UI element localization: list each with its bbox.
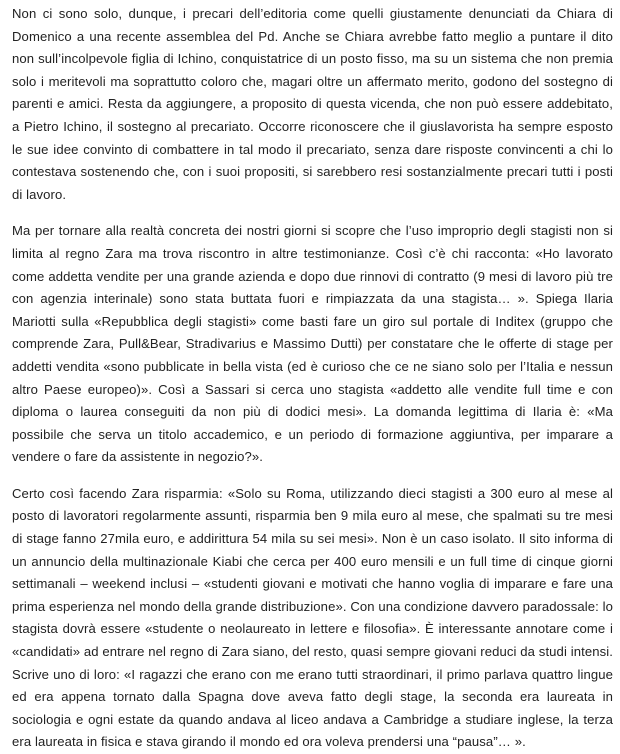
article-paragraph: Certo così facendo Zara risparmia: «Solo su Roma, utilizzando dieci stagisti a 300 euro al mese al posto di lavoratori regolarmente assunti, risparmia ben 9 mila euro al mese, che spalmati su tre mesi di stage fanno 27mila euro, e addirittura 54 mila su sei mesi». Non è un caso isolato. Il sito informa di un annuncio della multinazionale Kiabi che cerca per 400 euro mensili e un full time di cinque giorni settimanali – weekend inclusi – «studenti giovani e motivati che hanno voglia di imparare e fare una prima esperienza nel mondo della grande distribuzione». Con una condizione davvero paradossale: lo stagista dovrà essere «studente o neolaureato in lettere e filosofia». È interessante annotare come i «candidati» ad entrare nel regno di Zara siano, del resto, quasi sempre giovani reduci da studi intensi. Scrive uno di loro: «I ragazzi che erano con me erano tutti straordinari, il primo parlava quattro lingue ed era appena tornato dalla Spagna dove aveva fatto degli stage, la seconda era laureata in sociologia e ogni estate da quando andava al liceo andava a Cambridge a studiare inglese, la terza era laureata in fisica e stava girando il mondo ed ora voleva prendersi una “pausa”… ». bbox=[12, 485, 613, 750]
article-paragraph: Non ci sono solo, dunque, i precari dell’editoria come quelli giustamente denunciati da Chiara di Domenico a una recente assemblea del Pd. Anche se Chiara avrebbe fatto meglio a puntare il dito non sull’incolpevole figlia di Ichino, conquistatrice di un posto fisso, ma su un sistema che non premia solo i meritevoli ma soprattutto coloro che, magari oltre un affermato merito, godono del sostegno di parenti e amici. Resta da aggiungere, a proposito di questa vicenda, che non può essere addebitato, a Pietro Ichino, il sostegno al precariato. Occorre riconoscere che il giuslavorista ha sempre esposto le sue idee convinto di combattere in tal modo il precariato, senza dare risposte convincenti a chi lo contestava sostenendo che, con i suoi propositi, si sarebbero resi sostanzialmente precari tutti i posti di lavoro. bbox=[12, 6, 613, 202]
article-paragraph: Ma per tornare alla realtà concreta dei nostri giorni si scopre che l’uso improprio degli stagisti non si limita al regno Zara ma trova riscontro in altre testimonianze. Così c’è chi racconta: «Ho lavorato come addetta vendite per una grande azienda e dopo due rinnovi di contratto (9 mesi di lavoro più tre con agenzia interinale) sono stata buttata fuori e rimpiazzata da una stagista… ». Spiega Ilaria Mariotti sulla «Repubblica degli stagisti» come basti fare un giro sul portale di Inditex (gruppo che comprende Zara, Pull&Bear, Stradivarius e Massimo Dutti) per constatare che le offerte di stage per addetti vendita «sono pubblicate in bella vista (ed è curioso che ce ne siano solo per l’Italia e nessun altro Paese europeo)». Così a Sassari si cerca uno stagista «addetto alle vendite full time e con diploma o laurea conseguiti da non più di dodici mesi». La domanda legittima di Ilaria è: «Ma possibile che serva un titolo accademico, e un periodo di formazione aggiuntiva, per imparare a vendere o fare da assistente in negozio?». bbox=[12, 223, 613, 465]
